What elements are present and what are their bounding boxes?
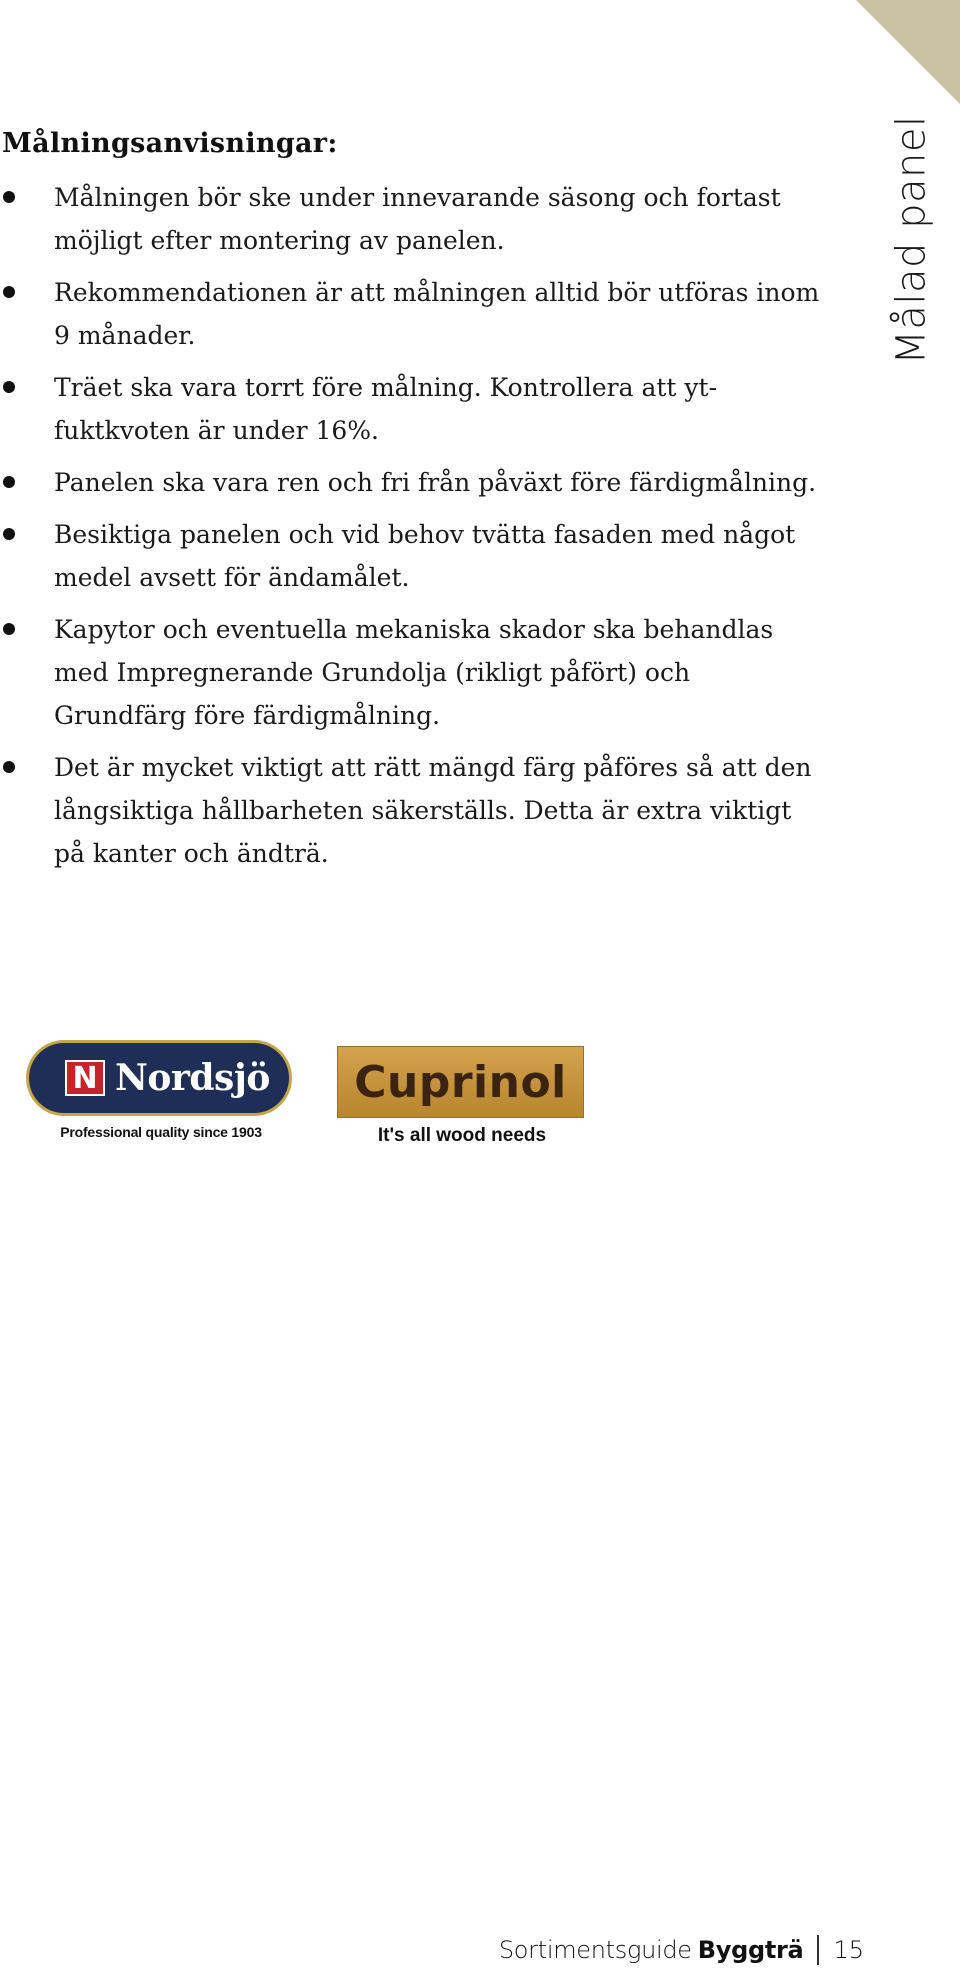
bullet-icon — [3, 623, 15, 635]
list-item — [0, 271, 820, 357]
cuprinol-logo — [337, 1046, 587, 1147]
bullet-icon — [3, 191, 15, 203]
page-footer — [499, 1935, 864, 1965]
list-item — [0, 746, 820, 875]
list-item-text: Besiktiga panelen och vid behov tvätta fasaden med något medel avsett för ändamålet. — [54, 520, 796, 592]
instructions-list — [0, 176, 820, 884]
bullet-icon — [3, 286, 15, 298]
list-item — [0, 366, 820, 452]
bullet-icon — [3, 476, 15, 488]
cuprinol-tagline: It's all wood needs — [377, 1125, 547, 1146]
list-item-text: Träet ska vara torrt före målning. Kontrollera att yt-fuktkvoten är under 16%. — [54, 373, 718, 445]
nordsjo-n-icon: N — [65, 1060, 105, 1096]
footer-divider — [817, 1935, 819, 1965]
list-item — [0, 608, 820, 737]
section-side-title-text: Målad panel — [889, 115, 936, 365]
section-side-title — [883, 115, 941, 365]
page-heading: Målningsanvisningar: — [2, 128, 338, 159]
bullet-icon — [3, 761, 15, 773]
list-item-text: Kapytor och eventuella mekaniska skador ska behandlas med Impregnerande Grundolja (rikligt påfört) och Grundfärg före färdigmålning. — [54, 615, 774, 730]
list-item — [0, 176, 820, 262]
corner-decoration — [856, 0, 960, 104]
nordsjo-tagline: Professional quality since 1903 — [60, 1124, 262, 1140]
cuprinol-panel — [337, 1046, 584, 1118]
list-item-text: Panelen ska vara ren och fri från påväxt före färdigmålning. — [54, 468, 817, 497]
bullet-icon — [3, 381, 15, 393]
list-item-text: Det är mycket viktigt att rätt mängd färg påföres så att den långsiktiga hållbarheten säkerställs. Detta är extra viktigt på kanter och ändträ. — [54, 753, 812, 868]
list-item — [0, 513, 820, 599]
list-item-text: Målningen bör ske under innevarande säsong och fortast möjligt efter montering av panelen. — [54, 183, 781, 255]
footer-brand-label: Byggträ — [697, 1936, 804, 1964]
nordsjo-wordmark: Nordsjö — [115, 1057, 270, 1099]
cuprinol-wordmark: Cuprinol — [354, 1056, 567, 1108]
nordsjo-badge — [26, 1040, 292, 1116]
bullet-icon — [3, 528, 15, 540]
page-number: 15 — [833, 1936, 864, 1964]
list-item — [0, 461, 820, 504]
nordsjo-badge-inner — [29, 1043, 289, 1113]
list-item-text: Rekommendationen är att målningen alltid bör utföras inom 9 månader. — [54, 278, 820, 350]
nordsjo-logo — [26, 1040, 296, 1140]
footer-guide-label: Sortimentsguide — [498, 1936, 692, 1964]
